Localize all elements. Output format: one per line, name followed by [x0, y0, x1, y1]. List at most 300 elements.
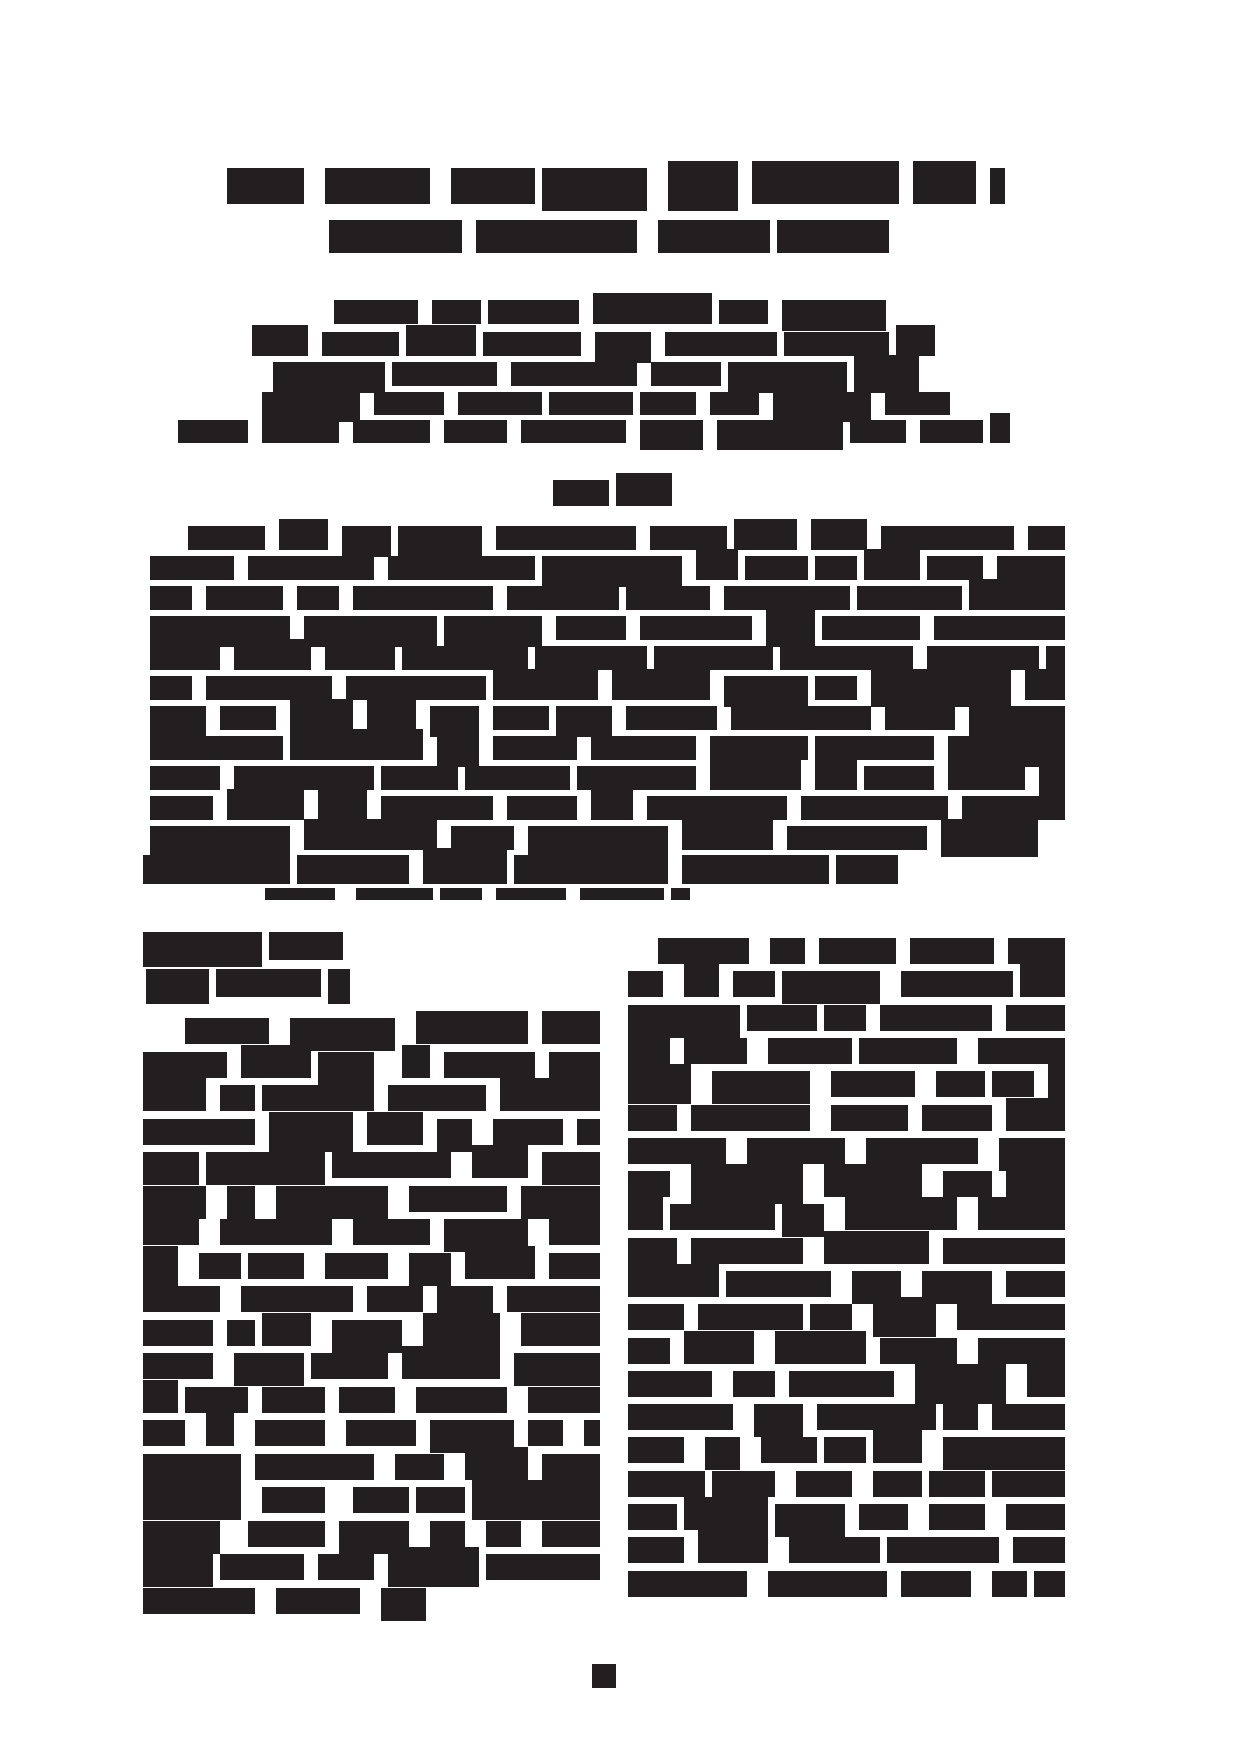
word-blob [943, 1404, 978, 1430]
word-blob [262, 1387, 325, 1413]
word-blob [150, 826, 290, 857]
word-blob [388, 1547, 479, 1587]
word-blob [698, 1530, 768, 1563]
word-blob [227, 1186, 255, 1219]
word-blob [332, 1320, 402, 1353]
word-blob [640, 420, 703, 450]
word-blob [696, 549, 738, 580]
word-blob [276, 1186, 388, 1219]
word-blob [990, 413, 1010, 443]
word-blob [381, 796, 493, 820]
word-blob [451, 826, 514, 850]
word-blob [726, 1271, 831, 1297]
word-blob [273, 362, 385, 393]
word-blob [388, 556, 535, 580]
word-blob [710, 759, 801, 790]
word-blob [710, 736, 808, 760]
word-blob [252, 325, 308, 356]
author-line-5 [178, 420, 1010, 457]
word-blob [388, 1085, 486, 1111]
word-blob [580, 888, 664, 900]
word-blob [745, 556, 808, 580]
word-blob [549, 1052, 600, 1078]
word-blob [511, 362, 637, 386]
word-blob [591, 736, 696, 760]
word-blob [992, 1571, 1027, 1597]
word-blob [920, 420, 983, 443]
word-blob [318, 1554, 374, 1580]
word-blob [143, 1380, 178, 1413]
word-blob [857, 586, 962, 610]
word-blob [440, 888, 482, 900]
word-blob [927, 646, 1039, 670]
word-blob [542, 168, 647, 211]
word-blob [353, 1219, 430, 1245]
word-blob [628, 971, 663, 997]
word-blob [670, 1204, 775, 1230]
word-blob [381, 1588, 426, 1621]
word-blob [493, 669, 598, 700]
word-blob [873, 1471, 922, 1497]
word-blob [684, 1038, 747, 1064]
word-blob [733, 1371, 775, 1397]
word-blob [150, 796, 213, 820]
word-blob [810, 1304, 852, 1330]
word-blob [476, 220, 637, 253]
left-column-heading-1 [143, 932, 343, 974]
word-blob [507, 1286, 600, 1312]
word-blob [948, 766, 1025, 790]
word-blob [234, 1353, 304, 1386]
word-blob [528, 826, 668, 857]
word-blob [143, 1521, 220, 1554]
word-blob [628, 1537, 684, 1563]
word-blob [304, 819, 437, 850]
word-blob [255, 1454, 374, 1480]
word-blob [628, 1105, 677, 1131]
word-blob [934, 616, 1065, 640]
word-blob [528, 1420, 563, 1446]
word-blob [329, 220, 462, 253]
word-blob [628, 1064, 691, 1104]
word-blob [647, 796, 787, 820]
word-blob [262, 392, 360, 422]
word-blob [682, 819, 773, 850]
word-blob [815, 556, 857, 580]
word-blob [220, 1554, 304, 1580]
word-blob [854, 355, 919, 393]
word-blob [262, 1313, 311, 1346]
word-blob [465, 1246, 535, 1279]
word-blob [782, 971, 880, 1004]
word-blob [766, 609, 815, 647]
word-blob [910, 938, 994, 964]
word-blob [392, 362, 497, 386]
word-blob [651, 362, 721, 386]
word-blob [616, 473, 672, 506]
word-blob [507, 586, 619, 610]
word-blob [367, 1112, 423, 1145]
word-blob [262, 1487, 325, 1513]
word-blob [705, 1437, 740, 1470]
left-column-body [143, 1018, 600, 1628]
word-blob [698, 1304, 803, 1330]
word-blob [206, 1152, 325, 1185]
word-blob [528, 1387, 600, 1413]
word-blob [143, 1588, 255, 1614]
word-blob [992, 1471, 1065, 1497]
word-blob [978, 1197, 1065, 1230]
word-blob [948, 736, 1065, 767]
word-blob [1008, 938, 1065, 964]
word-blob [437, 1119, 472, 1152]
word-blob [150, 676, 192, 700]
word-blob [866, 1138, 978, 1164]
word-blob [488, 300, 579, 324]
word-blob [493, 1119, 563, 1145]
word-blob [353, 586, 493, 610]
left-column-heading-2 [146, 969, 350, 1011]
word-blob [724, 586, 850, 610]
word-blob [836, 855, 898, 884]
word-blob [822, 616, 920, 640]
word-blob [279, 519, 328, 550]
word-blob [451, 168, 535, 204]
word-blob [927, 556, 983, 580]
word-blob [1006, 1164, 1065, 1197]
word-blob [143, 1286, 220, 1312]
word-blob [782, 1204, 824, 1237]
keywords-line-2 [265, 888, 690, 914]
word-blob [409, 1186, 507, 1212]
word-blob [922, 1105, 992, 1131]
word-blob [430, 706, 479, 737]
word-blob [150, 646, 220, 670]
word-blob [150, 556, 234, 580]
word-blob [811, 519, 867, 550]
word-blob [227, 789, 304, 820]
word-blob [824, 1437, 866, 1463]
word-blob [297, 855, 409, 884]
word-blob [423, 848, 507, 884]
word-blob [549, 392, 633, 415]
title-line-2 [329, 220, 889, 267]
word-blob [496, 526, 636, 550]
word-blob [150, 736, 283, 760]
word-blob [969, 579, 1065, 610]
word-blob [770, 938, 805, 964]
word-blob [143, 1246, 178, 1286]
word-blob [595, 332, 651, 363]
word-blob [962, 796, 1065, 820]
word-blob [628, 1571, 747, 1597]
word-blob [423, 1313, 500, 1346]
word-blob [885, 392, 950, 415]
word-blob [458, 392, 542, 415]
word-blob [241, 1286, 353, 1312]
word-blob [824, 1164, 922, 1197]
word-blob [978, 1338, 1065, 1364]
word-blob [768, 1038, 852, 1064]
word-blob [402, 646, 528, 670]
word-blob [761, 1437, 817, 1463]
word-blob [1006, 1504, 1065, 1530]
word-blob [577, 766, 696, 790]
word-blob [747, 1005, 817, 1031]
word-blob [773, 392, 871, 422]
word-blob [269, 1112, 353, 1152]
word-blob [815, 676, 857, 700]
word-blob [276, 1588, 360, 1614]
word-blob [342, 526, 391, 557]
word-blob [731, 706, 871, 730]
word-blob [248, 556, 374, 580]
word-blob [824, 1005, 866, 1031]
word-blob [864, 549, 920, 580]
word-blob [658, 938, 749, 964]
word-blob [824, 1231, 929, 1264]
word-blob [216, 969, 321, 997]
word-blob [206, 1413, 234, 1446]
word-blob [990, 168, 1005, 204]
word-blob [318, 789, 367, 820]
word-blob [658, 220, 770, 253]
word-blob [311, 1353, 388, 1379]
word-blob [978, 1038, 1065, 1064]
word-blob [318, 1052, 374, 1085]
word-blob [628, 1471, 705, 1497]
word-blob [591, 789, 633, 820]
word-blob [691, 1238, 803, 1264]
word-blob [880, 1338, 957, 1364]
word-blob [1006, 1271, 1065, 1297]
word-blob [486, 1521, 521, 1547]
word-blob [896, 325, 935, 356]
word-blob [444, 420, 507, 443]
word-blob [1006, 1098, 1065, 1131]
word-blob [367, 1286, 423, 1312]
word-blob [850, 420, 906, 443]
word-blob [549, 1253, 600, 1279]
word-blob [775, 1331, 866, 1364]
word-blob [409, 1253, 451, 1286]
word-blob [432, 300, 481, 324]
word-blob [265, 888, 335, 900]
word-blob [143, 1119, 255, 1145]
word-blob [887, 1537, 999, 1563]
abstract-heading [553, 480, 672, 520]
word-blob [671, 888, 690, 900]
word-blob [374, 392, 444, 415]
word-blob [334, 300, 418, 324]
word-blob [712, 1471, 775, 1497]
word-blob [1027, 1364, 1065, 1397]
word-blob [332, 1152, 451, 1178]
word-blob [220, 1219, 332, 1245]
word-blob [577, 1119, 600, 1145]
word-blob [612, 669, 710, 700]
word-blob [929, 1504, 985, 1530]
word-blob [691, 1164, 803, 1204]
word-blob [328, 969, 350, 1004]
word-blob [325, 646, 395, 670]
word-blob [628, 1437, 684, 1463]
word-blob [943, 1437, 1065, 1470]
word-blob [1020, 964, 1065, 997]
word-blob [593, 293, 712, 324]
word-blob [747, 1138, 845, 1164]
word-blob [628, 1171, 670, 1197]
word-blob [873, 1430, 922, 1463]
word-blob [943, 1171, 992, 1197]
word-blob [728, 362, 847, 393]
word-blob [395, 1454, 444, 1480]
word-blob [556, 706, 612, 737]
word-blob [859, 1038, 957, 1064]
word-blob [992, 1071, 1034, 1097]
word-blob [255, 1420, 325, 1446]
word-blob [628, 1338, 670, 1364]
word-blob [535, 646, 647, 670]
word-blob [297, 586, 339, 610]
word-blob [787, 826, 927, 850]
word-blob [1028, 526, 1065, 550]
word-blob [143, 1554, 213, 1587]
word-blob [936, 1071, 985, 1097]
page-number-blob [592, 1664, 616, 1688]
word-blob [143, 855, 290, 884]
word-blob [796, 1471, 852, 1497]
word-blob [185, 1018, 269, 1044]
word-blob [465, 766, 570, 790]
word-blob [628, 1404, 733, 1430]
word-blob [628, 1005, 740, 1038]
word-blob [500, 1078, 600, 1111]
word-blob [143, 1186, 206, 1219]
word-blob [556, 616, 626, 640]
word-blob [943, 1238, 1065, 1264]
word-blob [784, 332, 889, 356]
word-blob [220, 706, 276, 730]
word-blob [712, 1071, 810, 1104]
word-blob [628, 1264, 719, 1297]
word-blob [873, 1297, 936, 1337]
word-blob [628, 1504, 677, 1530]
word-blob [626, 586, 710, 610]
word-blob [406, 325, 476, 356]
word-blob [472, 1480, 600, 1520]
word-blob [815, 759, 857, 790]
word-blob [1046, 646, 1065, 670]
word-blob [353, 420, 430, 443]
word-blob [1039, 766, 1065, 797]
word-blob [234, 766, 374, 790]
word-blob [514, 1353, 600, 1386]
word-blob [691, 1105, 810, 1131]
word-blob [150, 766, 220, 790]
word-blob [831, 1071, 915, 1097]
word-blob [782, 300, 886, 331]
word-blob [514, 855, 668, 884]
right-column-body [628, 938, 1065, 1611]
word-blob [542, 1152, 600, 1185]
word-blob [290, 729, 423, 760]
word-blob [346, 676, 486, 700]
word-blob [640, 392, 696, 415]
word-blob [227, 168, 304, 204]
word-blob [719, 300, 768, 324]
word-blob [542, 1521, 600, 1547]
word-blob [416, 1387, 507, 1413]
word-blob [881, 526, 1014, 550]
word-blob [206, 586, 283, 610]
word-blob [521, 1313, 600, 1346]
word-blob [1013, 1537, 1065, 1563]
word-blob [780, 646, 913, 670]
word-blob [143, 1320, 213, 1346]
word-blob [684, 1497, 768, 1530]
word-blob [304, 616, 437, 647]
word-blob [143, 1480, 241, 1520]
word-blob [150, 586, 192, 610]
word-blob [241, 1045, 311, 1078]
word-blob [628, 1197, 663, 1230]
word-blob [997, 556, 1065, 580]
word-blob [262, 1085, 374, 1111]
word-blob [402, 1346, 500, 1379]
word-blob [734, 519, 797, 550]
word-blob [496, 888, 566, 900]
word-blob [626, 706, 717, 730]
word-blob [815, 736, 934, 760]
word-blob [199, 1253, 241, 1279]
word-blob [234, 639, 311, 670]
word-blob [248, 1253, 304, 1279]
word-blob [845, 1197, 957, 1230]
word-blob [1025, 669, 1065, 700]
word-blob [185, 1387, 248, 1413]
word-blob [325, 168, 430, 204]
title-line-1 [227, 168, 1005, 218]
word-blob [650, 526, 727, 550]
word-blob [775, 1504, 845, 1537]
word-blob [754, 1404, 803, 1437]
word-blob [752, 161, 899, 204]
word-blob [584, 1420, 600, 1446]
word-blob [913, 161, 976, 204]
word-blob [789, 1371, 894, 1397]
word-blob [325, 1253, 388, 1279]
word-blob [542, 556, 682, 587]
word-blob [684, 1331, 754, 1364]
word-blob [143, 1078, 206, 1111]
word-blob [353, 1487, 409, 1513]
word-blob [992, 1404, 1065, 1430]
word-blob [143, 1420, 185, 1446]
word-blob [640, 616, 752, 640]
word-blob [465, 1447, 528, 1480]
word-blob [969, 706, 1065, 737]
word-blob [871, 669, 1011, 707]
word-blob [915, 1364, 1006, 1404]
word-blob [493, 736, 577, 760]
word-blob [628, 1138, 726, 1164]
word-blob [227, 1320, 255, 1346]
word-blob [339, 1387, 395, 1413]
word-blob [684, 964, 719, 997]
word-blob [381, 766, 458, 790]
word-blob [901, 1571, 971, 1597]
